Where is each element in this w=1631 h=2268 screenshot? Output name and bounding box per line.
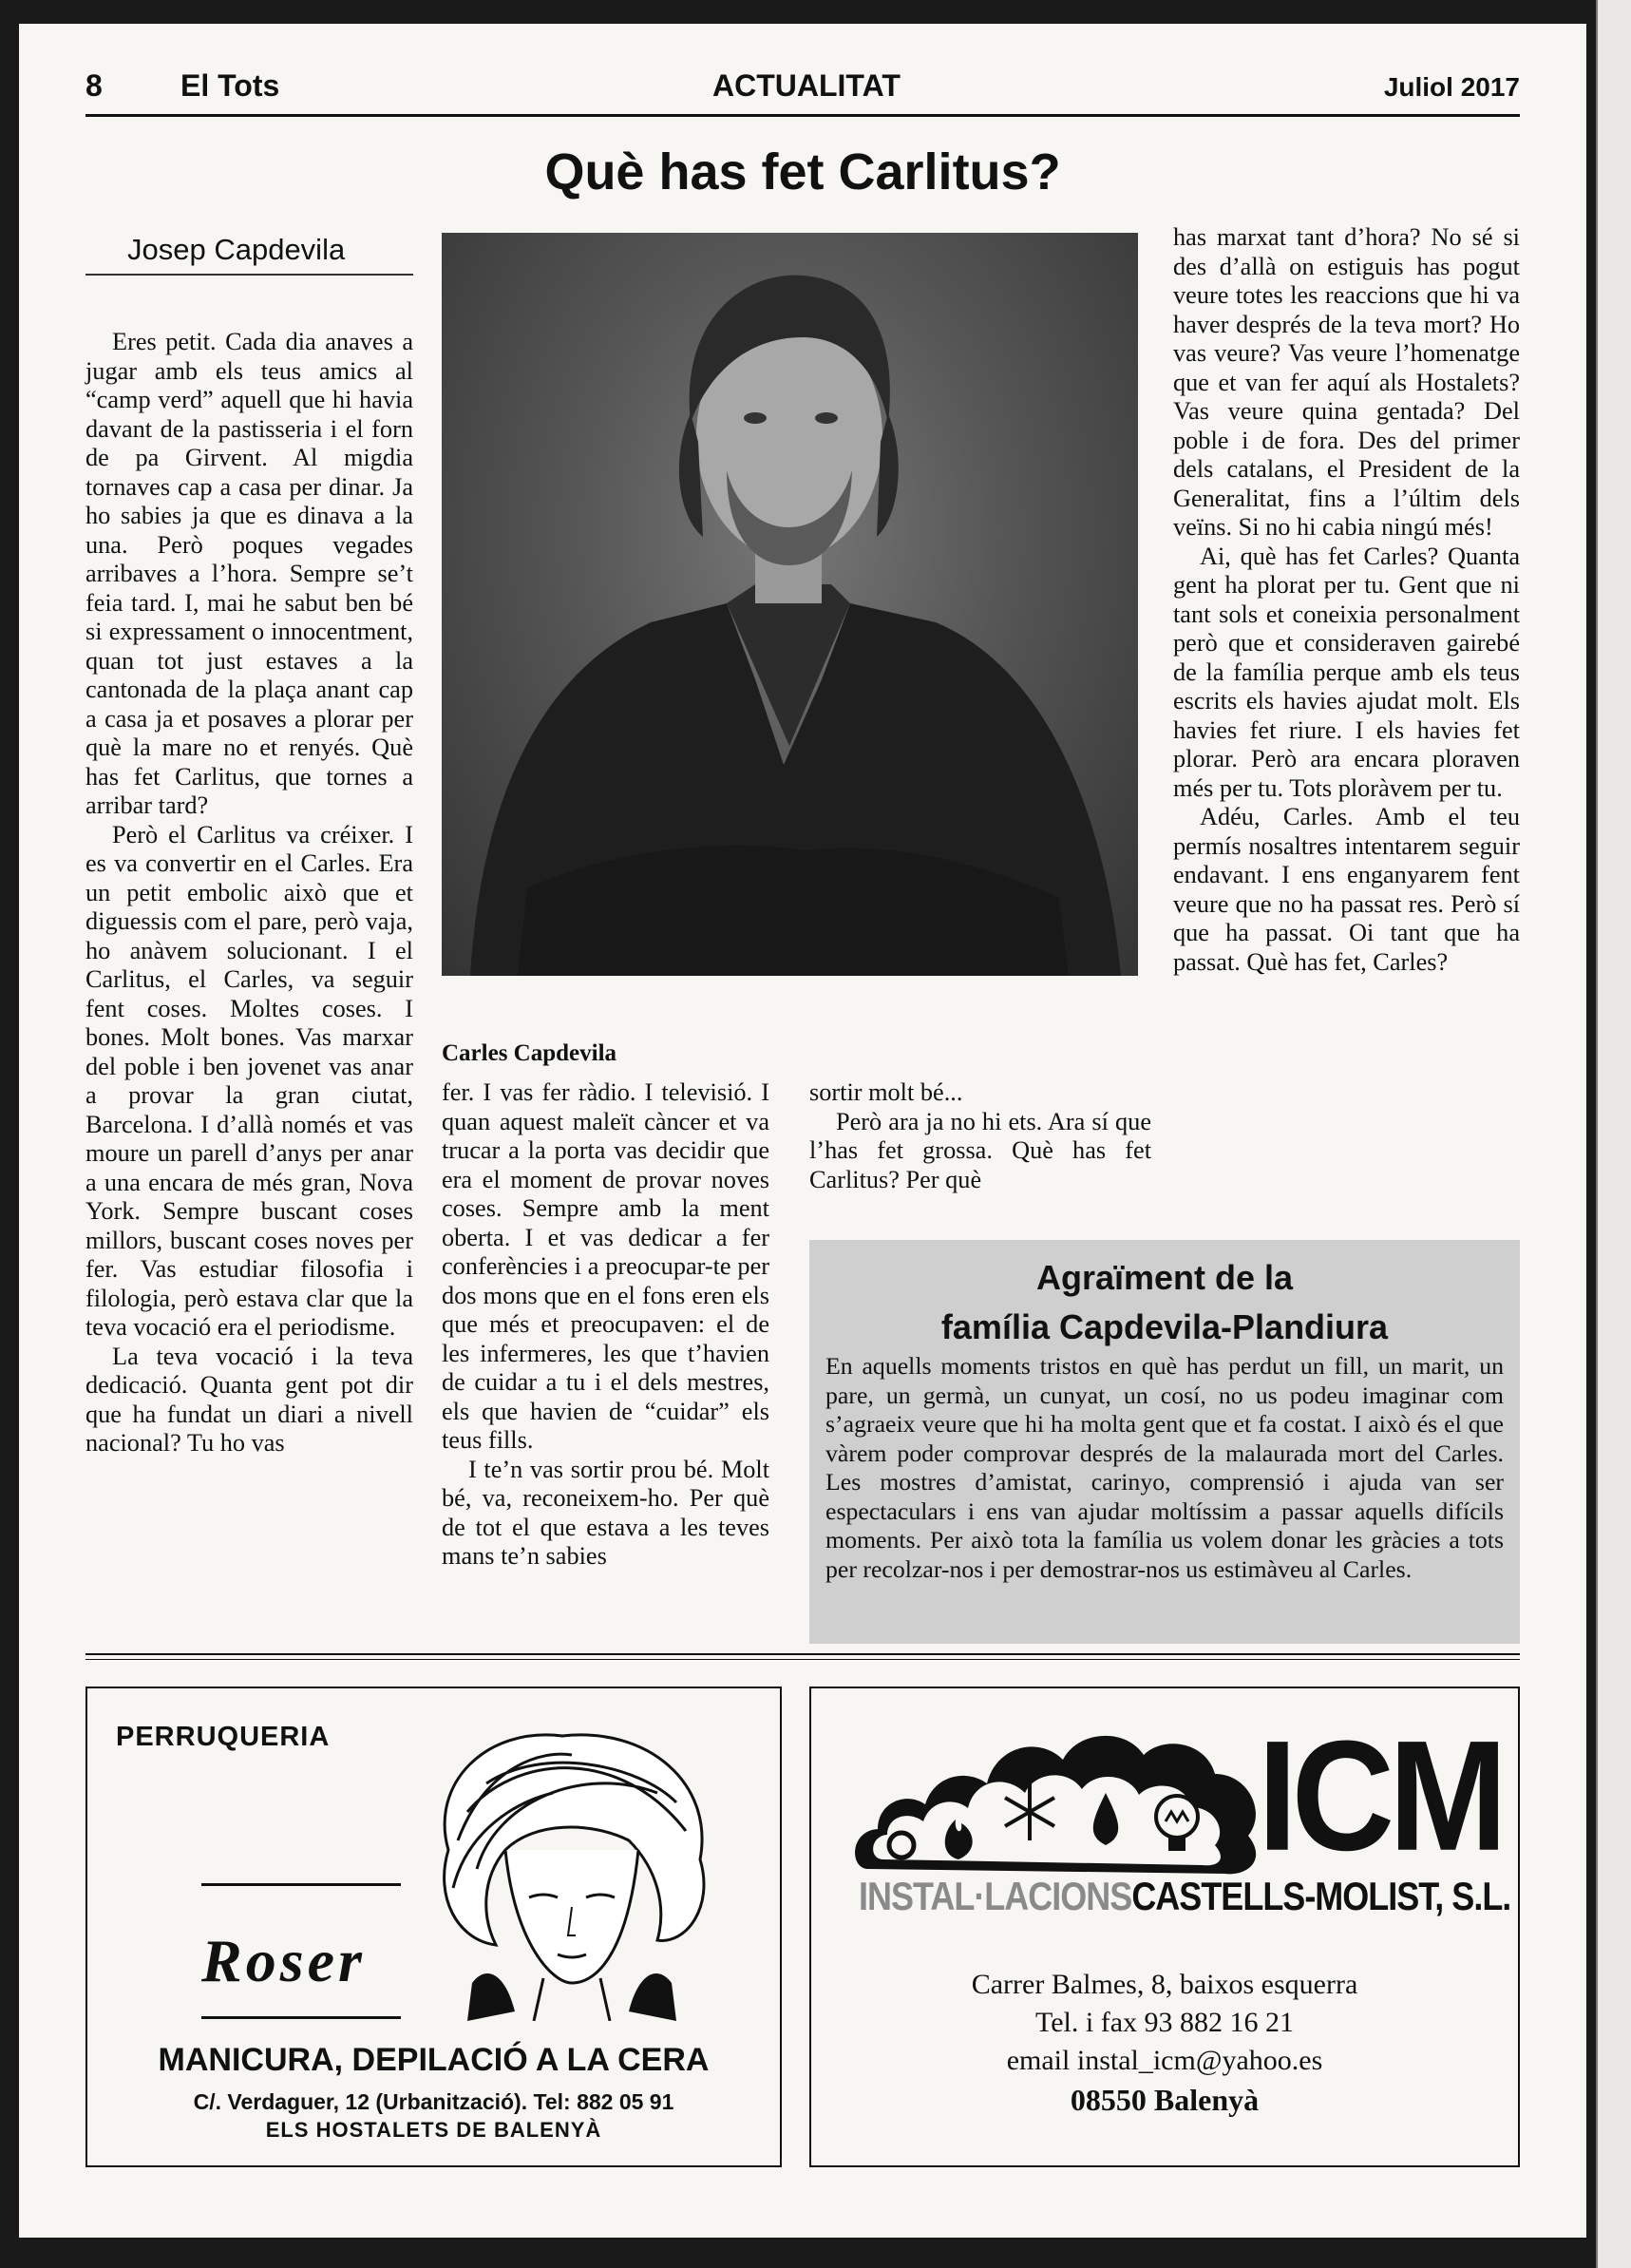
portrait-photo — [442, 233, 1138, 976]
paragraph: La teva vocació i la teva dedicació. Quanta gent pot dir que ha fundat un diari a nivell nacional? Tu ho vas — [85, 1342, 413, 1457]
ad-email: email instal_icm@yahoo.es — [1006, 2045, 1323, 2076]
photo-caption: Carles Capdevila — [442, 1040, 617, 1066]
woman-portrait-illustration — [429, 1726, 714, 2021]
ad-address: Carrer Balmes, 8, baixos esquerra — [971, 1969, 1358, 2000]
ad-business-type: PERRUQUERIA — [116, 1722, 331, 1752]
section-name: ACTUALITAT — [712, 68, 901, 103]
company-name-part-1: INSTAL·LACIONS — [859, 1874, 1132, 1919]
publication-name: El Tots — [180, 68, 280, 103]
page-number: 8 — [85, 68, 103, 103]
divider-line — [201, 1883, 401, 1886]
paragraph: fer. I vas fer ràdio. I televisió. I quan aquest maleït càncer et va trucar a la porta vas decidir que era el moment de provar noves coses. Sempre amb la ment oberta. I et vas dedicar a fer conferències i a preocupar-te per dos mons que en el fons eren els que més et preocupaven: el de les infermeres, les que t’havien de cuidar a tu i el dels mestres, els que havien de “cuidar” els teus fills. — [442, 1078, 769, 1454]
paragraph: has marxat tant d’hora? No sé si des d’allà on estiguis has pogut veure totes les reaccions que hi va haver després de la teva mort? Ho vas veure? Vas veure l’homenatge que et van fer aquí als Hostalets? Vas veure quina gentada? Del poble i de fora. Des del primer dels catalans, el President de la Generalitat, fins a l’últim dels veïns. Si no hi cabia ningú més! — [1173, 223, 1520, 541]
thanks-title-line-1: Agraïment de la — [1035, 1258, 1294, 1297]
hairdresser-ad — [85, 1687, 782, 2167]
portrait-illustration — [442, 233, 1138, 976]
paragraph: Eres petit. Cada dia anaves a jugar amb els teus amics al “camp verd” aquell que hi havia davant de la pastisseria i el forn de pa Girvent. Al migdia tornaves cap a casa per dinar. Ja ho sabies ja que es dinava a la una. Però poques vegades arribaves a l’hora. Sempre se’t feia tard. I, mai he sabut ben bé si expressament o innocentment, quan tot just estaves a la cantonada de la plaça anant cap a casa ja et posaves a plorar per què la mare no et renyés. Què has fet Carlitus, que tornes a arribar tard? — [85, 328, 413, 819]
ad-brand-name: Roser — [201, 1927, 366, 1994]
divider-line — [201, 2016, 401, 2019]
section-divider — [85, 1659, 1520, 1660]
ad-city: 08550 Balenyà — [1070, 2083, 1260, 2117]
page-header — [85, 67, 1520, 117]
article-author: Josep Capdevila — [85, 233, 413, 276]
thanks-body: En aquells moments tristos en què has perdut un fill, un marit, un pare, un germà, un cunyat, un cosí, no us podeu imaginar com s’agraeix veure que hi ha molta gent que et fa costat. I això és el que vàrem poder comprovar després de la malaurada mort del Carles. Les mostres d’amistat, carinyo, comprensió i ajuda van ser espectaculars i ens van ajudar moltíssim a passar aquells difícils moments. Per això tota la família us volem donar les gràcies a tots per recolzar-nos i per demostrar-nos us estimàveu al Carles. — [825, 1352, 1504, 1583]
company-name — [859, 1874, 1510, 1919]
next-page-edge — [1596, 0, 1631, 2268]
thanks-title-line-2: família Capdevila-Plandiura — [940, 1307, 1389, 1346]
paragraph: Però ara ja no hi ets. Ara sí que l’has fet grossa. Què has fet Carlitus? Per què — [809, 1107, 1151, 1193]
section-divider — [85, 1653, 1520, 1655]
paragraph: sortir molt bé... — [809, 1078, 963, 1106]
article-column-3 — [809, 1078, 1151, 1194]
issue-date: Juliol 2017 — [1383, 72, 1520, 102]
article-title: Què has fet Carlitus? — [544, 143, 1061, 200]
paragraph: Ai, què has fet Carles? Quanta gent ha plorat per tu. Gent que ni tant sols et coneixia personalment però que et consideraven gairebé de la família perque amb els teus escrits els havies ajudat molt. Els havies fet riure. I els havies fet plorar. Però ara encara ploraven més per tu. Tots ploràvem per tu. — [1173, 542, 1520, 802]
paragraph: Adéu, Carles. Amb el teu permís nosaltres intentarem seguir endavant. I ens enganyarem fent veure que no ha passat res. Però sí que ha passat. Oi tant que ha passat. Què has fet, Carles? — [1173, 803, 1520, 976]
icm-icon-cloud — [849, 1717, 1267, 1878]
ad-address: C/. Verdaguer, 12 (Urbanització). Tel: 882 05 91 — [193, 2089, 674, 2114]
company-name-part-2: CASTELLS-MOLIST, S.L. — [1131, 1874, 1511, 1919]
thanks-title — [809, 1253, 1520, 1352]
article-column-4 — [1173, 223, 1520, 977]
ad-services: MANICURA, DEPILACIÓ A LA CERA — [158, 2042, 710, 2078]
article-column-1 — [85, 328, 413, 1458]
icm-logo: ICM — [1258, 1707, 1502, 1883]
ad-town: ELS HOSTALETS DE BALENYÀ — [265, 2118, 602, 2142]
ad-phone: Tel. i fax 93 882 16 21 — [1034, 2007, 1295, 2038]
paragraph: Però el Carlitus va créixer. I es va convertir en el Carles. Era un petit embolic això que et diguessis com el pare, però vaja, ho anàvem solucionant. I el Carlitus, el Carles, va seguir fent coses. Moltes coses. I bones. Molt bones. Vas marxar del poble i ben jovenet vas anar a provar la gran ciutat, Barcelona. I d’allà només et vas moure un parell d’anys per anar a una encara de més gran, Nova York. Sempre buscant coses millors, buscant coses noves per fer. Vas estudiar filosofia i filologia, però estava clar que la teva vocació era el periodisme. — [85, 820, 413, 1341]
article-column-2 — [442, 1078, 769, 1572]
thanks-box — [809, 1240, 1520, 1644]
paragraph: I te’n vas sortir prou bé. Molt bé, va, reconeixem-ho. Per què de tot el que estava a les teves mans te’n sabies — [442, 1455, 769, 1570]
installations-ad — [809, 1687, 1520, 2167]
